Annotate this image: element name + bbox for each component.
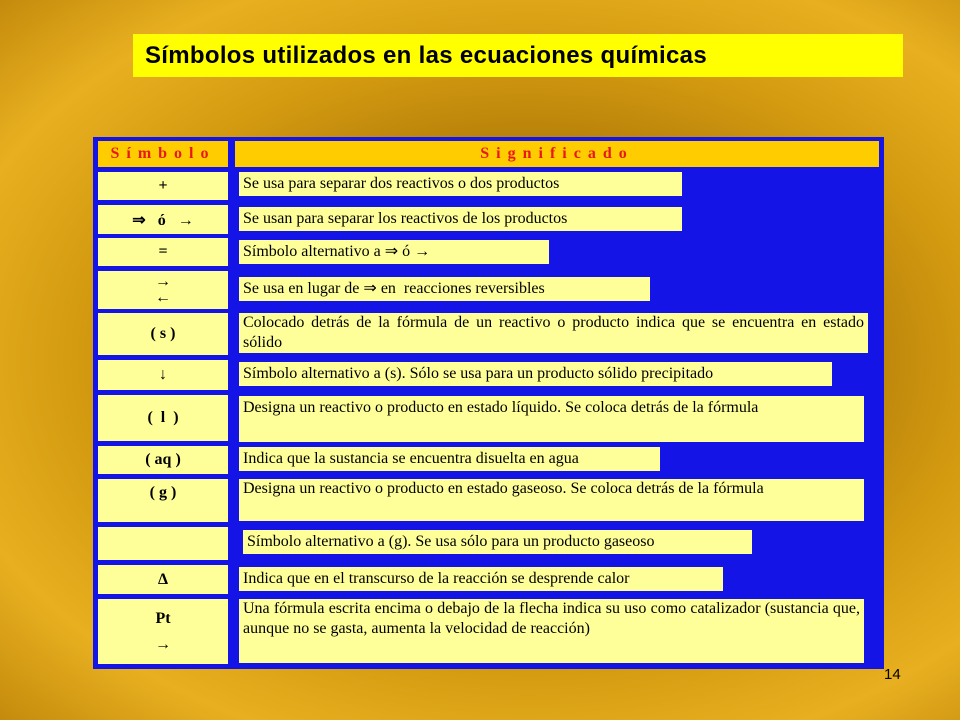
table-row-symbol (98, 599, 228, 664)
header-meaning: Significado (235, 141, 879, 167)
table-row-meaning: Símbolo alternativo a ⇒ ó → (239, 240, 549, 264)
page-number: 14 (884, 666, 901, 683)
symbol-plus: + (158, 177, 168, 194)
symbol-right-arrow: → (155, 273, 171, 290)
symbol-delta: Δ (157, 570, 169, 588)
symbol-catalyst: Pt (155, 609, 171, 627)
table-row-symbol (98, 446, 228, 474)
table-row-meaning: Se usa para separar dos reactivos o dos productos (239, 172, 682, 196)
table-row-meaning: Se usa en lugar de ⇒ en reacciones reversibles (239, 277, 650, 301)
table-row-meaning: Símbolo alternativo a (g). Se usa sólo para un producto gaseoso (243, 530, 752, 554)
table-row-meaning: Indica que en el transcurso de la reacción se desprende calor (239, 567, 723, 591)
table-row-symbol (98, 205, 228, 234)
table-row-meaning: Símbolo alternativo a (s). Sólo se usa para un producto sólido precipitado (239, 362, 832, 386)
symbol-equals: = (158, 243, 168, 260)
table-row-meaning: Designa un reactivo o producto en estado gaseoso. Se coloca detrás de la fórmula (239, 479, 864, 521)
table-row-symbol (98, 238, 228, 266)
slide-title: Símbolos utilizados en las ecuaciones químicas (145, 41, 707, 69)
table-row-meaning: Una fórmula escrita encima o debajo de la flecha indica su uso como catalizador (sustancia que, aunque no se gasta, aumenta la velocidad de reacción) (239, 599, 864, 663)
table-row-meaning: Colocado detrás de la fórmula de un reactivo o producto indica que se encuentra en estado sólido (239, 313, 868, 353)
table-row-symbol (98, 395, 228, 441)
symbol-gas: ( g ) (149, 483, 177, 501)
symbol-arrows: ⇒ ó → (132, 211, 194, 229)
symbol-down-arrow: ↓ (159, 366, 167, 383)
symbol-catalyst-arrow: → (155, 635, 171, 653)
symbol-solid: ( s ) (150, 325, 176, 342)
table-row-symbol (98, 527, 228, 560)
table-row-meaning: Designa un reactivo o producto en estado líquido. Se coloca detrás de la fórmula (239, 396, 864, 442)
symbols-table (93, 137, 884, 669)
symbol-left-arrow: ← (155, 289, 171, 306)
table-row-symbol (98, 479, 228, 522)
table-row-symbol (98, 313, 228, 355)
table-row-meaning: Indica que la sustancia se encuentra disuelta en agua (239, 447, 660, 471)
table-row-symbol (98, 565, 228, 594)
table-row-symbol (98, 172, 228, 200)
symbol-aqueous: ( aq ) (145, 451, 181, 468)
table-row-symbol (98, 271, 228, 309)
symbol-liquid: ( l ) (147, 409, 179, 426)
table-row-meaning: Se usan para separar los reactivos de los productos (239, 207, 682, 231)
slide-title-box (133, 34, 903, 77)
header-symbol: Símbolo (98, 141, 228, 167)
table-row-symbol (98, 360, 228, 390)
